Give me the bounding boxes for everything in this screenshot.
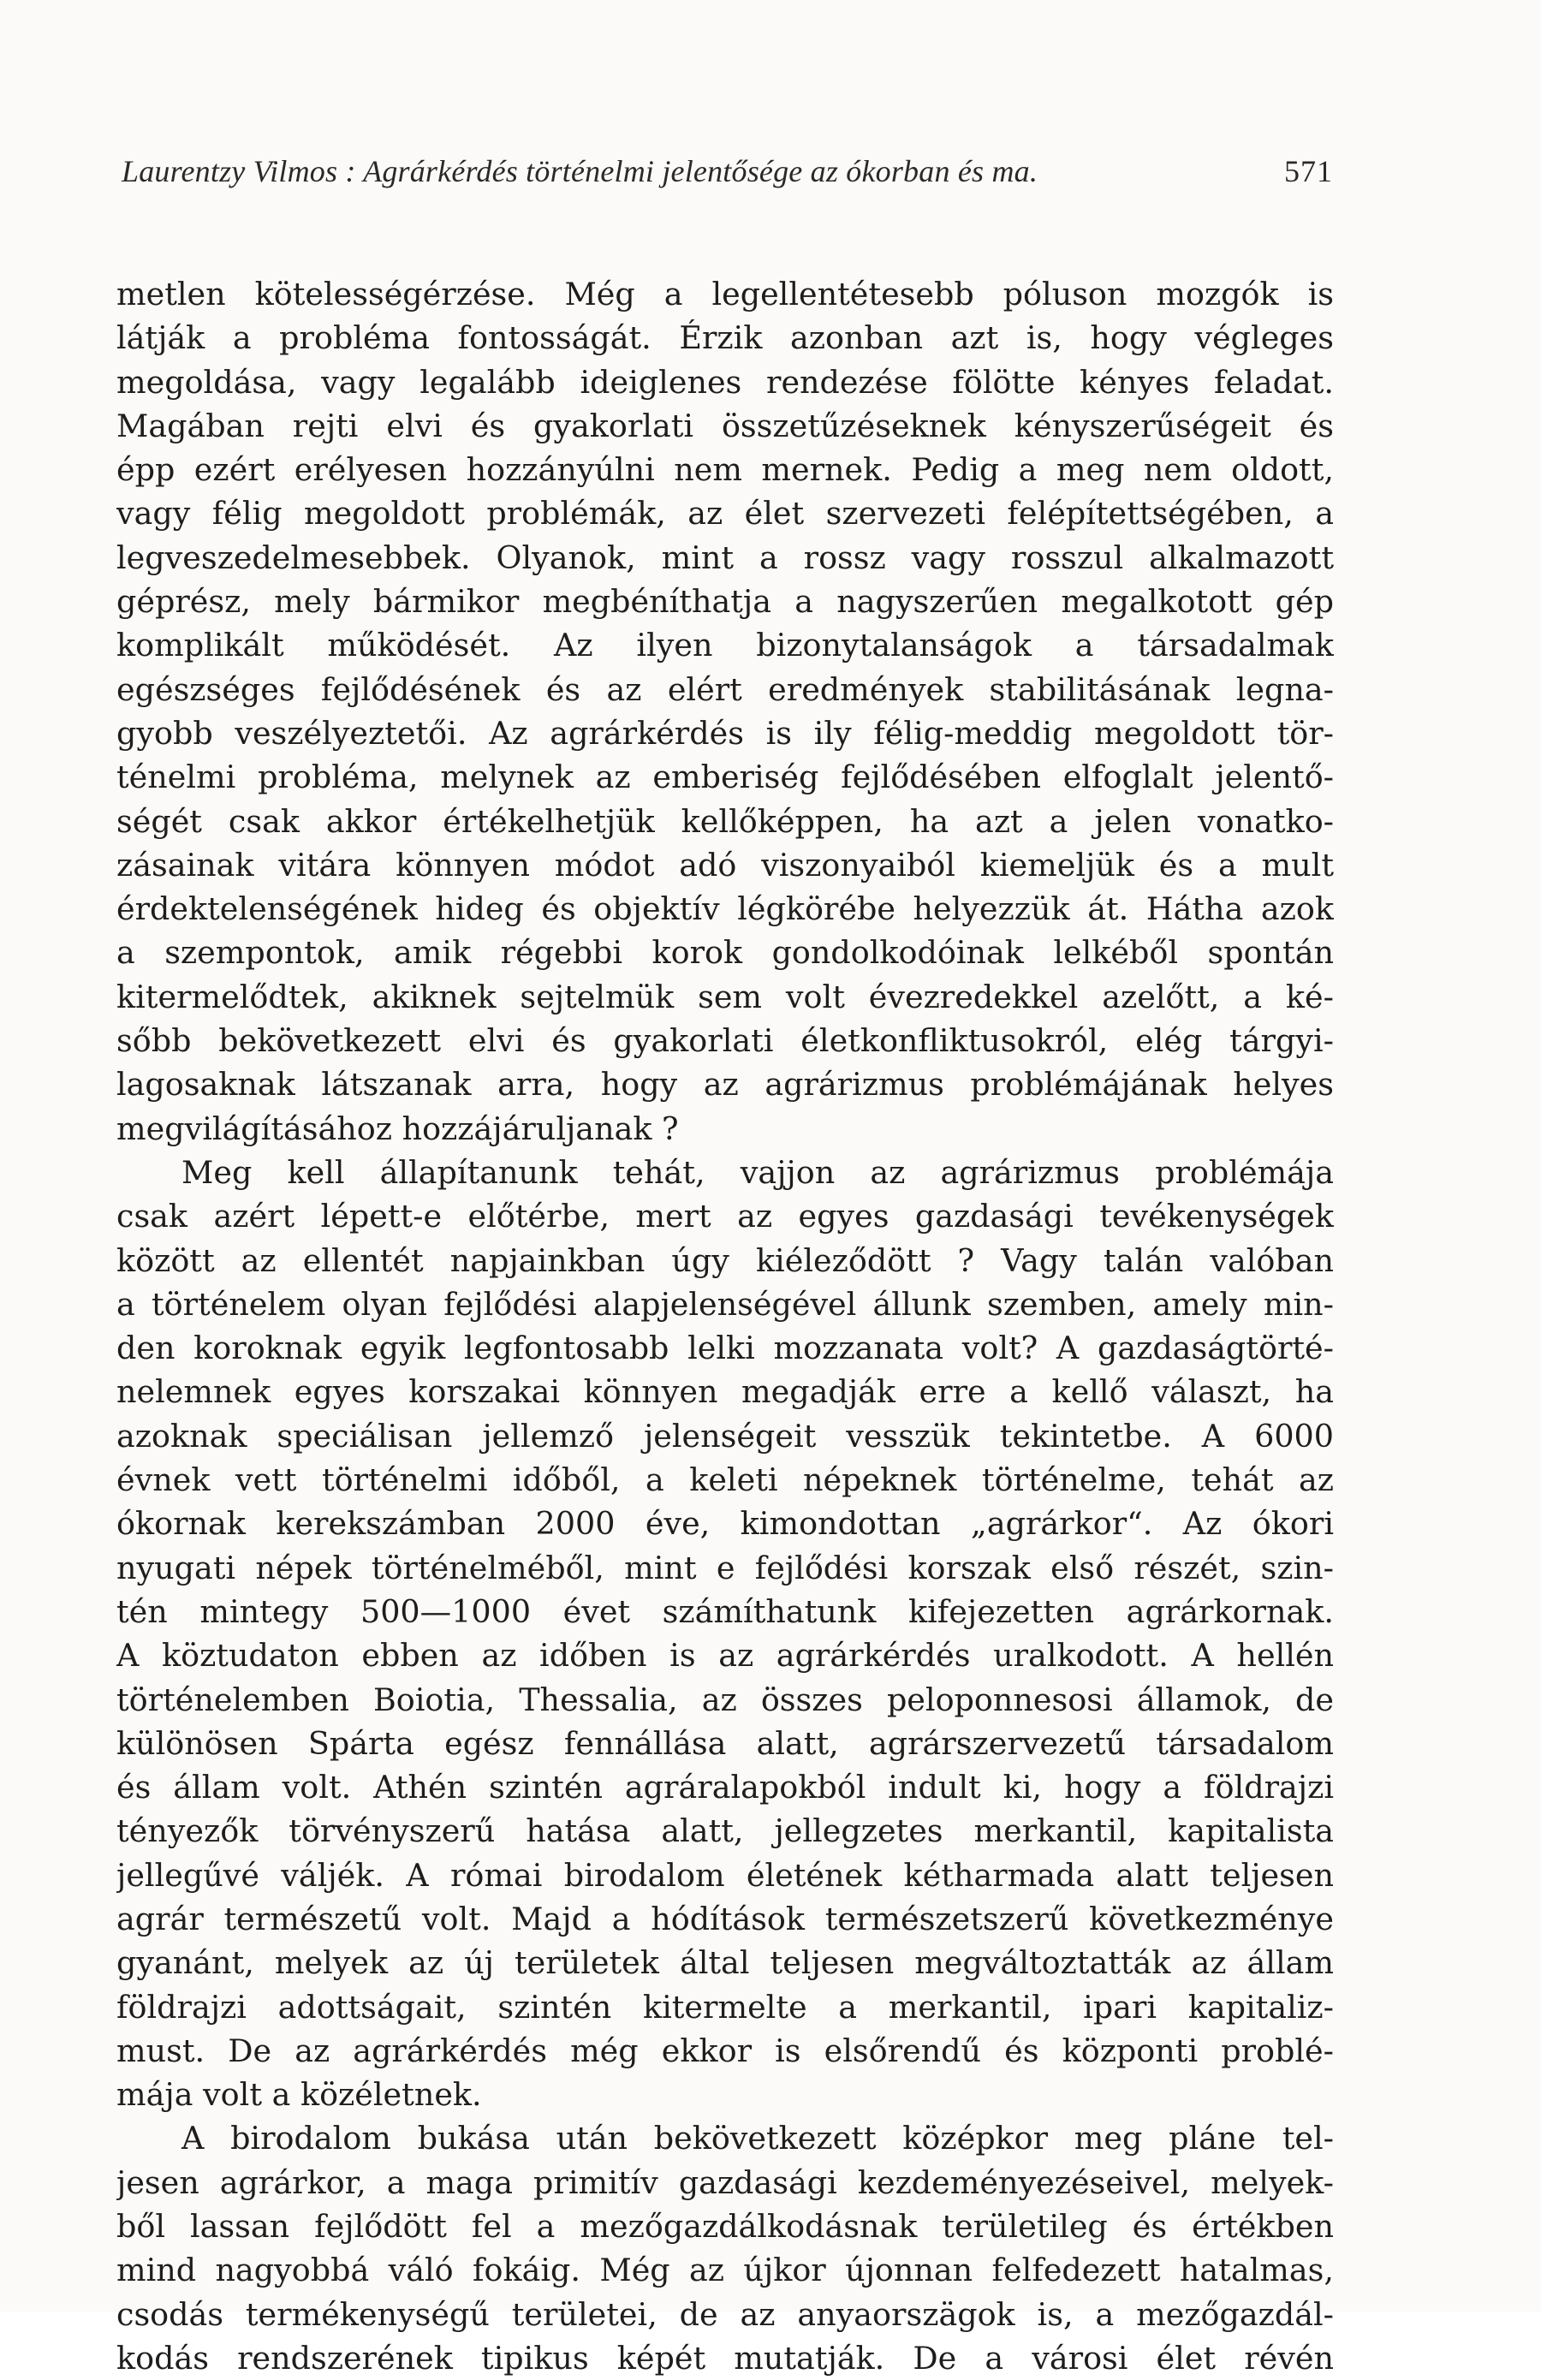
text-line: gyanánt, melyek az új területek által teljesen megváltoztatták az állam xyxy=(116,1944,1334,1982)
running-title: Laurentzy Vilmos : Agrárkérdés történelmi jelentősége az ókorban és ma. xyxy=(122,154,1038,188)
text-line: jesen agrárkor, a maga primitív gazdasági kezdeményezéseivel, melyek- xyxy=(116,2163,1334,2201)
text-line: történelemben Boiotia, Thessalia, az összes peloponnesosi államok, de xyxy=(116,1681,1334,1718)
text-line: sőbb bekövetkezett elvi és gyakorlati életkonfliktusokról, elég tárgyi- xyxy=(116,1022,1334,1060)
text-line: azoknak speciálisan jellemző jelenségeit vesszük tekintetbe. A 6000 xyxy=(116,1417,1334,1455)
text-line: metlen kötelességérzése. Még a legellentétesebb póluson mozgók is xyxy=(116,276,1334,312)
text-line: Magában rejti elvi és gyakorlati összetűzéseknek kényszerűségeit és xyxy=(116,407,1334,444)
text-line: tényezők törvényszerű hatása alatt, jellegzetes merkantil, kapitalista xyxy=(116,1812,1334,1850)
text-line: den koroknak egyik legfontosabb lelki mozzanata volt? A gazdaságtörté- xyxy=(116,1330,1334,1367)
text-line: agrár természetű volt. Majd a hódítások természetszerű következménye xyxy=(116,1900,1334,1937)
text-line: ből lassan fejlődött fel a mezőgazdálkodásnak területileg és értékben xyxy=(116,2208,1334,2246)
body-text xyxy=(116,272,1334,2380)
text-line: tén mintegy 500—1000 évet számíthatunk kifejezetten agrárkornak. xyxy=(116,1592,1334,1630)
text-line: ségét csak akkor értékelhetjük kellőképpen, ha azt a jelen vonatko- xyxy=(116,802,1334,840)
text-line: mind nagyobbá váló fokáig. Még az újkor újonnan felfedezett hatalmas, xyxy=(116,2252,1334,2289)
text-line: lagosaknak látszanak arra, hogy az agrárizmus problémájának helyes xyxy=(116,1066,1334,1104)
text-line: egészséges fejlődésének és az elért eredmények stabilitásának legna- xyxy=(116,670,1334,708)
text-line: földrajzi adottságait, szintén kitermelte a merkantil, ipari kapitaliz- xyxy=(116,1988,1334,2026)
text-line: jellegűvé váljék. A római birodalom életének kétharmada alatt teljesen xyxy=(116,1856,1334,1894)
text-line: gyobb veszélyeztetői. Az agrárkérdés is ily félig-meddig megoldott tör- xyxy=(116,714,1334,752)
text-line: épp ezért erélyesen hozzányúlni nem mernek. Pedig a meg nem oldott, xyxy=(116,451,1334,489)
text-line: A birodalom bukása után bekövetkezett középkor meg pláne tel- xyxy=(181,2120,1334,2157)
text-line: vagy félig megoldott problémák, az élet szervezeti felépítettségében, a xyxy=(116,495,1334,533)
text-line: géprész, mely bármikor megbéníthatja a nagyszerűen megalkotott gép xyxy=(116,583,1334,621)
text-line: zásainak vitára könnyen módot adó viszonyaiból kiemeljük és a mult xyxy=(116,846,1334,884)
text-line: a történelem olyan fejlődési alapjelenségével állunk szemben, amely min- xyxy=(116,1285,1334,1323)
text-line: mája volt a közéletnek. xyxy=(116,2076,482,2114)
text-line: nyugati népek történelméből, mint e fejlődési korszak első részét, szin- xyxy=(116,1549,1334,1586)
text-line: látják a probléma fontosságát. Érzik azonban azt is, hogy végleges xyxy=(116,319,1334,357)
text-line: kodás rendszerének tipikus képét mutatják. De a városi élet révén xyxy=(116,2339,1334,2377)
text-line: ténelmi probléma, melynek az emberiség fejlődésében elfoglalt jelentő- xyxy=(116,759,1334,796)
text-line: csodás termékenységű területei, de az anyaorszägok is, a mezőgazdál- xyxy=(116,2295,1334,2333)
text-line: különösen Spárta egész fennállása alatt, agrárszervezetű társadalom xyxy=(116,1724,1334,1762)
running-header xyxy=(122,151,1333,192)
text-line: évnek vett történelmi időből, a keleti népeknek történelme, tehát az xyxy=(116,1461,1334,1499)
text-line: a szempontok, amik régebbi korok gondolkodóinak lelkéből spontán xyxy=(116,934,1334,972)
text-line: kitermelődtek, akiknek sejtelmük sem volt évezredekkel azelőtt, a ké- xyxy=(116,978,1334,1015)
text-line: komplikált működését. Az ilyen bizonytalanságok a társadalmak xyxy=(116,627,1334,664)
text-line: legveszedelmesebbek. Olyanok, mint a rossz vagy rosszul alkalmazott xyxy=(116,538,1334,576)
text-line: Meg kell állapítanunk tehát, vajjon az agrárizmus problémája xyxy=(181,1153,1334,1191)
text-line: ókornak kerekszámban 2000 éve, kimondottan „agrárkor“. Az ókori xyxy=(116,1505,1334,1543)
text-line: csak azért lépett-e előtérbe, mert az egyes gazdasági tevékenységek xyxy=(116,1198,1334,1235)
text-line: érdektelenségének hideg és objektív légkörébe helyezzük át. Hátha azok xyxy=(116,890,1334,928)
text-line: nelemnek egyes korszakai könnyen megadják erre a kellő választ, ha xyxy=(116,1373,1334,1411)
text-line: és állam volt. Athén szintén agráralapokból indult ki, hogy a földrajzi xyxy=(116,1769,1334,1806)
text-line: megoldása, vagy legalább ideiglenes rendezése fölötte kényes feladat. xyxy=(116,363,1334,401)
text-line: A köztudaton ebben az időben is az agrárkérdés uralkodott. A hellén xyxy=(116,1637,1334,1675)
text-line: megvilágításához hozzájáruljanak ? xyxy=(116,1110,679,1147)
text-line: között az ellentét napjainkban úgy kiéleződött ? Vagy talán valóban xyxy=(116,1241,1334,1279)
page-number: 571 xyxy=(1284,154,1333,188)
text-line: must. De az agrárkérdés még ekkor is elsőrendű és központi problé- xyxy=(116,2032,1334,2069)
